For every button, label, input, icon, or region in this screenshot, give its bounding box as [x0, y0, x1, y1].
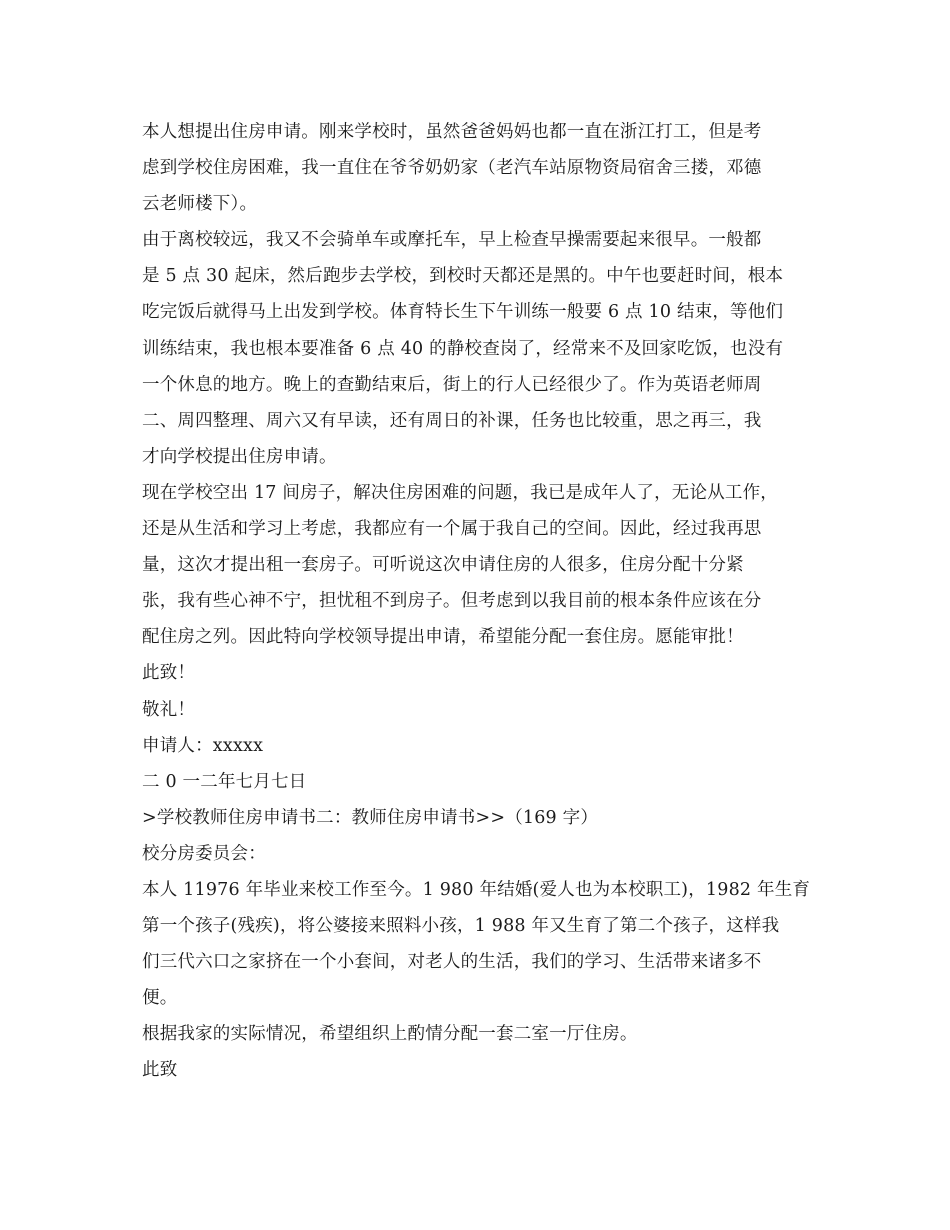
- letter-date: 二 0 一二年七月七日: [142, 771, 307, 792]
- document-body: [142, 114, 822, 1089]
- applicant-signature: 申请人：xxxxx: [142, 735, 264, 756]
- text-line: 一个休息的地方。晚上的查勤结束后，街上的行人已经很少了。作为英语老师周: [142, 374, 762, 395]
- text-line: 由于离校较远，我又不会骑单车或摩托车，早上检查早操需要起来很早。一般都: [142, 230, 762, 251]
- text-line: 吃完饭后就得马上出发到学校。体育特长生下午训练一般要 6 点 10 结束，等他们: [142, 302, 784, 323]
- text-line: 张，我有些心神不宁，担忧租不到房子。但考虑到以我目前的根本条件应该在分: [142, 591, 762, 612]
- text-line: 根据我家的实际情况，希望组织上酌情分配一套二室一厅住房。: [142, 1024, 638, 1045]
- text-line: 量，这次才提出租一套房子。可听说这次申请住房的人很多，住房分配十分紧: [142, 555, 744, 576]
- text-line: 现在学校空出 17 间房子，解决住房困难的问题，我已是成年人了，无论从工作，: [142, 482, 778, 503]
- text-line: 才向学校提出住房申请。: [142, 446, 337, 467]
- text-line: 训练结束，我也根本要准备 6 点 40 的静校查岗了，经常来不及回家吃饭，也没有: [142, 338, 784, 359]
- text-line: 本人 11976 年毕业来校工作至今。1 980 年结婚(爱人也为本校职工)，1982 年生育: [142, 879, 811, 900]
- text-line: 们三代六口之家挤在一个小套间，对老人的生活，我们的学习、生活带来诸多不: [142, 952, 762, 973]
- closing-regards: 敬礼！: [142, 699, 196, 720]
- text-line: 本人想提出住房申请。刚来学校时，虽然爸爸妈妈也都一直在浙江打工，但是考: [142, 122, 762, 142]
- text-line: 是 5 点 30 起床，然后跑步去学校，到校时天都还是黑的。中午也要赶时间，根本: [142, 266, 784, 287]
- text-line: 便。: [142, 988, 178, 1009]
- text-line: 二、周四整理、周六又有早读，还有周日的补课，任务也比较重，思之再三，我: [142, 410, 762, 431]
- addressee: 校分房委员会：: [142, 843, 266, 864]
- text-line: 还是从生活和学习上考虑，我都应有一个属于我自己的空间。因此，经过我再思: [142, 519, 762, 540]
- text-line: 第一个孩子(残疾)，将公婆接来照料小孩，1 988 年又生育了第二个孩子，这样我: [142, 916, 780, 937]
- section-heading: >学校教师住房申请书二：教师住房申请书>>（169 字）: [142, 807, 599, 828]
- closing-salutation: 此致: [142, 1060, 178, 1081]
- text-line: 云老师楼下）。: [142, 194, 258, 215]
- text-line: 虑到学校住房困难，我一直住在爷爷奶奶家（老汽车站原物资局宿舍三搂，邓德: [142, 158, 762, 179]
- text-line: 配住房之列。因此特向学校领导提出申请，希望能分配一套住房。愿能审批！: [142, 627, 744, 648]
- closing-salutation: 此致！: [142, 663, 196, 684]
